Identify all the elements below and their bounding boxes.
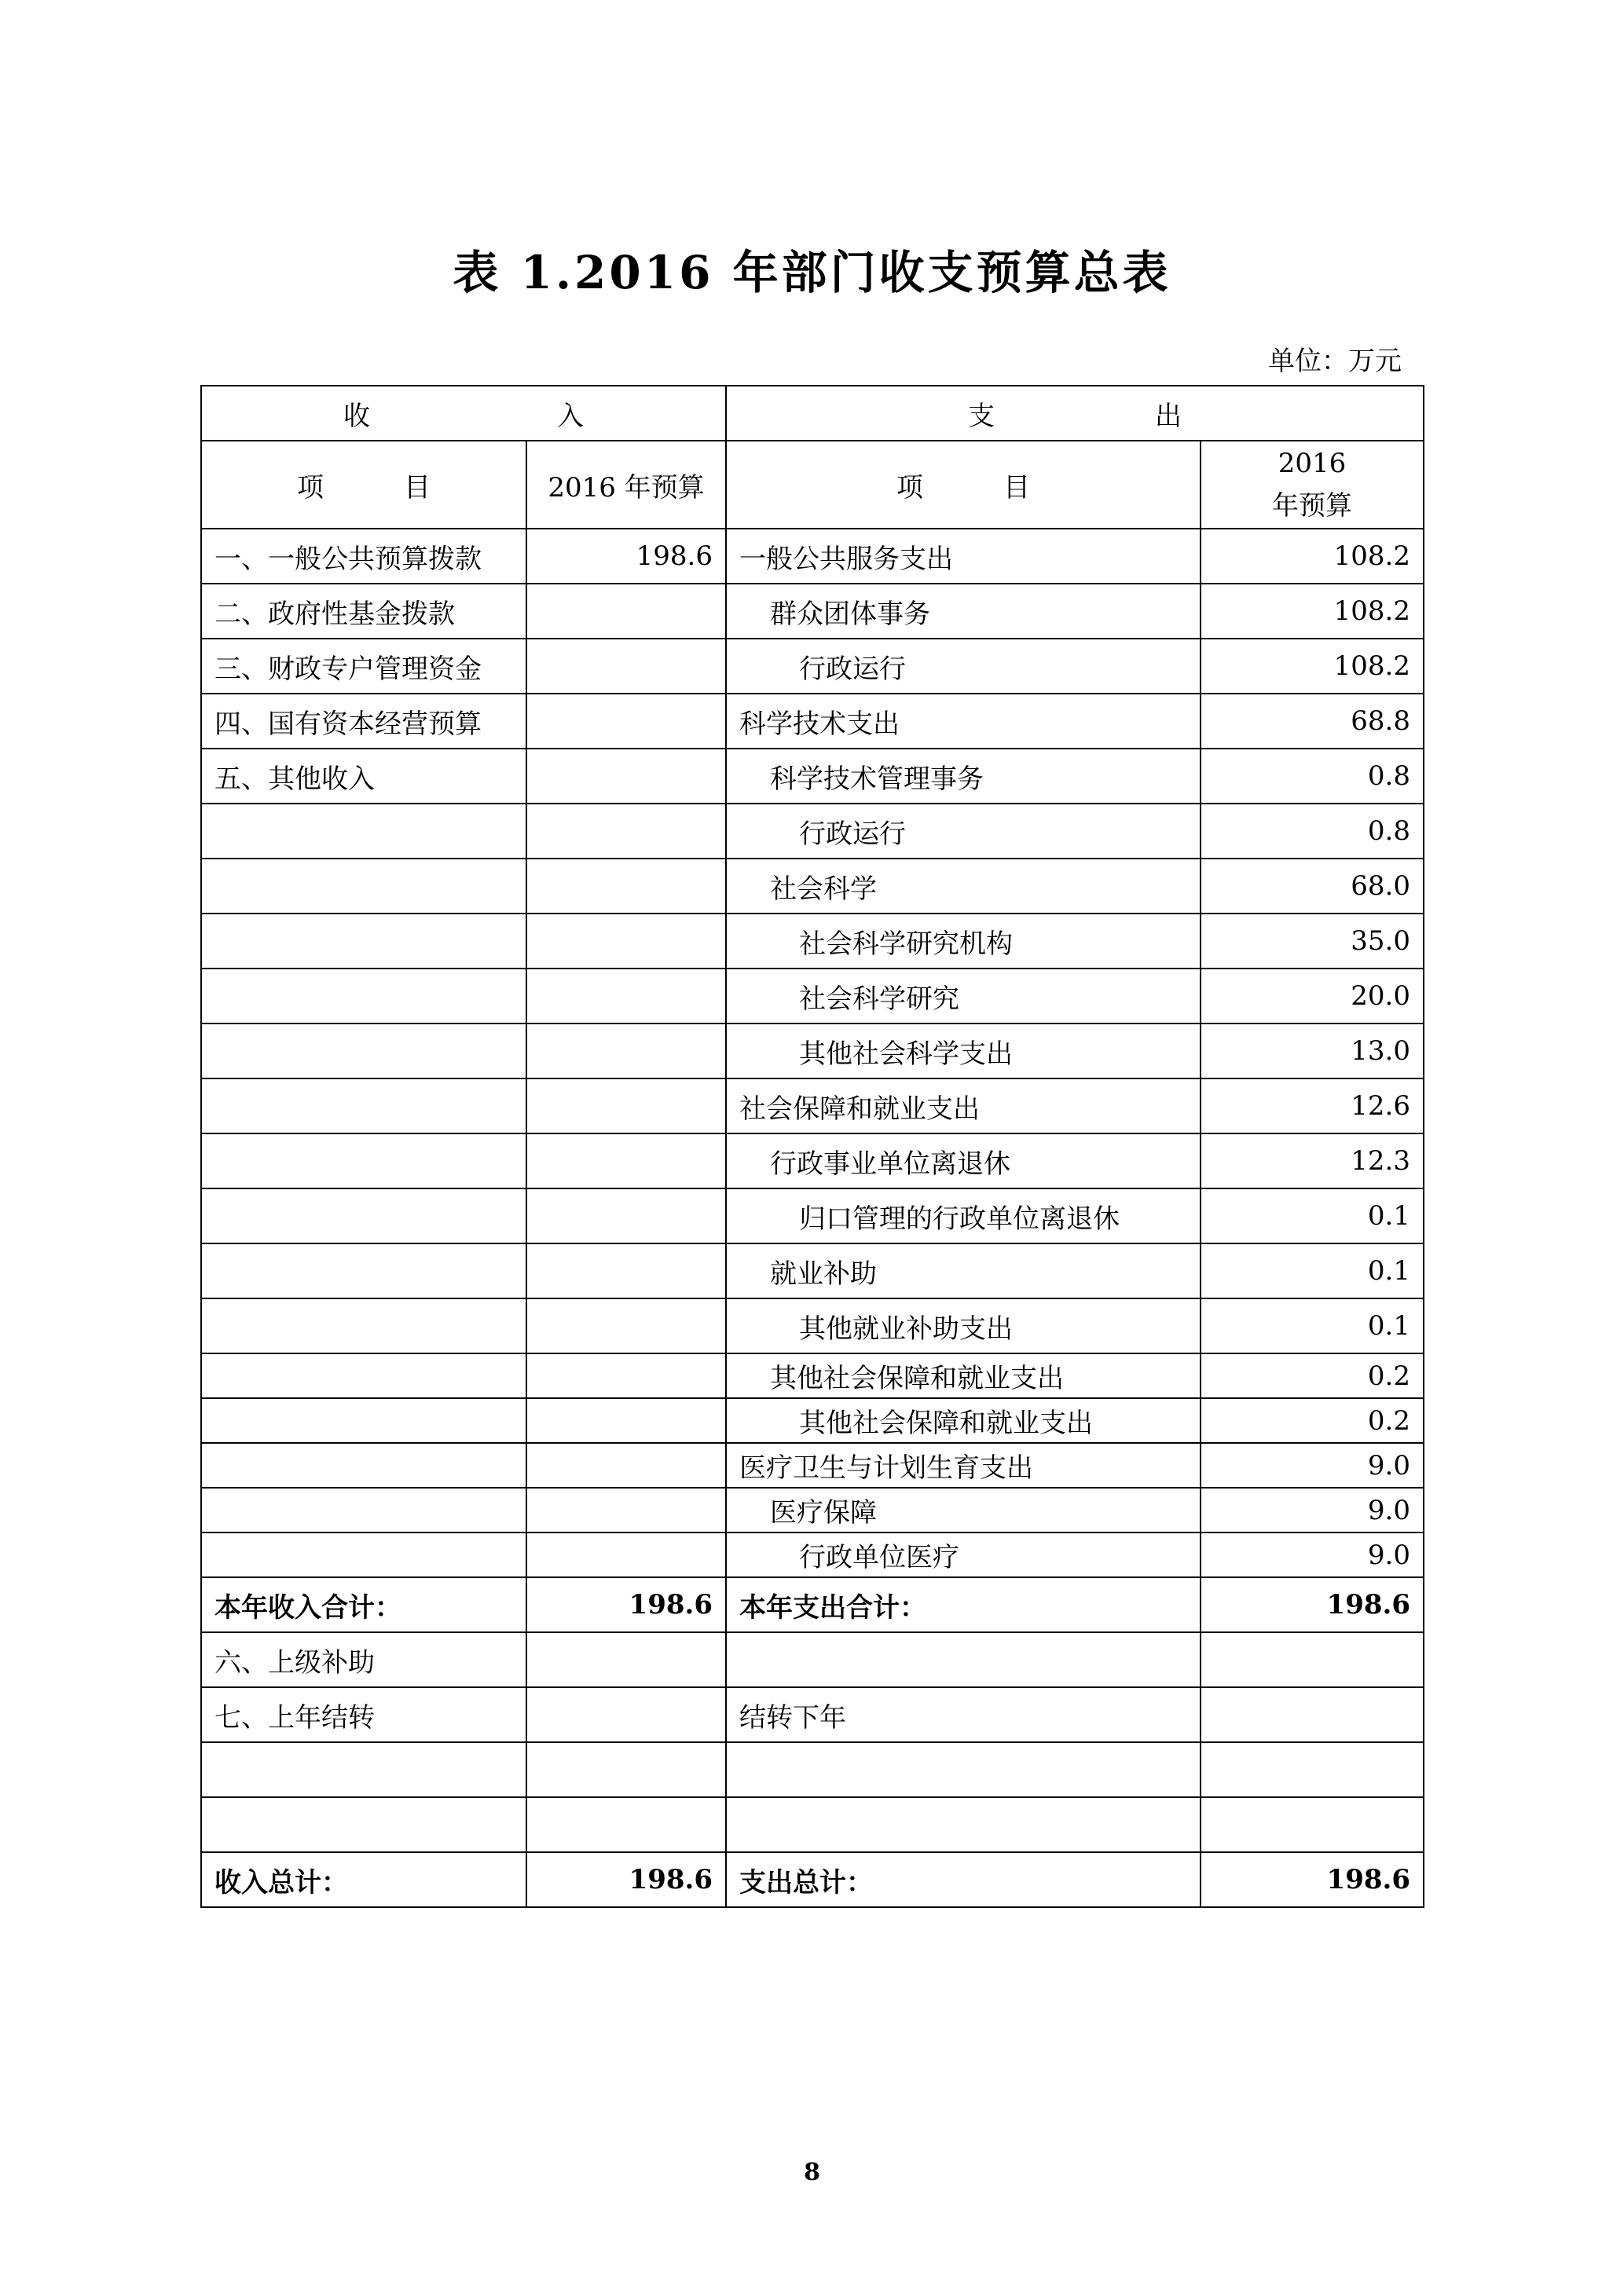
income-item-cell: 收入总计： xyxy=(201,1852,526,1907)
table-row xyxy=(201,1078,1424,1133)
expense-value-cell: 12.6 xyxy=(1201,1078,1424,1133)
income-item-cell: 四、国有资本经营预算 xyxy=(201,694,526,749)
expense-value-cell: 108.2 xyxy=(1201,584,1424,639)
income-value-cell xyxy=(526,1443,726,1488)
expense-item-cell: 社会科学研究 xyxy=(726,969,1201,1023)
income-item-cell xyxy=(201,1243,526,1298)
income-value-cell xyxy=(526,1023,726,1078)
expense-item-cell: 行政事业单位离退休 xyxy=(726,1133,1201,1188)
income-item-cell xyxy=(201,1298,526,1353)
expense-value-cell: 0.8 xyxy=(1201,804,1424,859)
table-row xyxy=(201,1023,1424,1078)
table-row xyxy=(201,1797,1424,1852)
expense-value-cell: 9.0 xyxy=(1201,1443,1424,1488)
expense-value-cell xyxy=(1201,1687,1424,1742)
income-item-header: 项 目 xyxy=(201,441,526,529)
income-item-cell: 五、其他收入 xyxy=(201,749,526,804)
table-row xyxy=(201,969,1424,1023)
table-row xyxy=(201,859,1424,914)
income-item-cell xyxy=(201,1443,526,1488)
expense-item-cell: 本年支出合计： xyxy=(726,1577,1201,1632)
table-row xyxy=(201,914,1424,969)
income-item-cell xyxy=(201,1078,526,1133)
income-value-cell xyxy=(526,1488,726,1532)
expense-value-cell xyxy=(1201,1632,1424,1687)
income-value-cell xyxy=(526,1188,726,1243)
expense-item-cell: 社会保障和就业支出 xyxy=(726,1078,1201,1133)
income-value-cell xyxy=(526,584,726,639)
income-value-cell xyxy=(526,1742,726,1797)
table-row xyxy=(201,1577,1424,1632)
expense-value-cell: 13.0 xyxy=(1201,1023,1424,1078)
expense-item-cell: 科学技术支出 xyxy=(726,694,1201,749)
expense-value-cell: 198.6 xyxy=(1201,1577,1424,1632)
table-row xyxy=(201,584,1424,639)
table-row xyxy=(201,1398,1424,1443)
income-item-cell xyxy=(201,1353,526,1398)
expense-item-cell: 医疗卫生与计划生育支出 xyxy=(726,1443,1201,1488)
expense-item-cell: 结转下年 xyxy=(726,1687,1201,1742)
income-value-cell xyxy=(526,914,726,969)
expense-item-cell: 其他社会保障和就业支出 xyxy=(726,1398,1201,1443)
expense-item-cell: 社会科学研究机构 xyxy=(726,914,1201,969)
expense-item-cell: 就业补助 xyxy=(726,1243,1201,1298)
table-row xyxy=(201,1443,1424,1488)
expense-item-header: 项 目 xyxy=(726,441,1201,529)
income-value-cell xyxy=(526,639,726,694)
income-value-cell xyxy=(526,804,726,859)
expense-value-cell: 0.2 xyxy=(1201,1398,1424,1443)
expense-value-cell: 9.0 xyxy=(1201,1488,1424,1532)
table-row xyxy=(201,1632,1424,1687)
expense-value-cell: 35.0 xyxy=(1201,914,1424,969)
expense-item-cell: 其他社会保障和就业支出 xyxy=(726,1353,1201,1398)
table-row xyxy=(201,639,1424,694)
income-item-cell xyxy=(201,1797,526,1852)
income-item-cell xyxy=(201,1188,526,1243)
expense-value-cell: 68.0 xyxy=(1201,859,1424,914)
expense-item-cell: 群众团体事务 xyxy=(726,584,1201,639)
income-value-cell xyxy=(526,1398,726,1443)
income-item-cell: 三、财政专户管理资金 xyxy=(201,639,526,694)
expense-item-cell: 一般公共服务支出 xyxy=(726,529,1201,584)
table-row xyxy=(201,1687,1424,1742)
income-item-cell xyxy=(201,1133,526,1188)
income-budget-header: 2016 年预算 xyxy=(526,441,726,529)
income-value-cell xyxy=(526,1133,726,1188)
expense-value-cell: 9.0 xyxy=(1201,1532,1424,1577)
expense-budget-header-line1: 2016 xyxy=(1278,448,1347,479)
expense-item-cell: 医疗保障 xyxy=(726,1488,1201,1532)
expense-value-cell xyxy=(1201,1742,1424,1797)
income-value-cell: 198.6 xyxy=(526,1577,726,1632)
income-value-cell: 198.6 xyxy=(526,529,726,584)
income-item-cell xyxy=(201,1398,526,1443)
income-value-cell xyxy=(526,1243,726,1298)
income-value-cell xyxy=(526,1797,726,1852)
table-row xyxy=(201,1488,1424,1532)
income-value-cell xyxy=(526,749,726,804)
expense-item-cell: 归口管理的行政单位离退休 xyxy=(726,1188,1201,1243)
table-row xyxy=(201,1532,1424,1577)
income-item-cell: 一、一般公共预算拨款 xyxy=(201,529,526,584)
income-item-cell: 本年收入合计： xyxy=(201,1577,526,1632)
table-row xyxy=(201,1852,1424,1907)
header-row-main xyxy=(201,386,1424,441)
income-header: 收 入 xyxy=(201,386,726,441)
expense-item-cell xyxy=(726,1797,1201,1852)
income-item-cell xyxy=(201,969,526,1023)
expense-item-cell: 支出总计： xyxy=(726,1852,1201,1907)
income-item-cell: 七、上年结转 xyxy=(201,1687,526,1742)
income-value-cell xyxy=(526,1687,726,1742)
expense-item-cell: 其他社会科学支出 xyxy=(726,1023,1201,1078)
table-row xyxy=(201,529,1424,584)
expense-item-cell: 行政单位医疗 xyxy=(726,1532,1201,1577)
expense-item-cell: 社会科学 xyxy=(726,859,1201,914)
income-item-cell xyxy=(201,1023,526,1078)
expense-item-cell xyxy=(726,1742,1201,1797)
page-title: 表 1.2016 年部门收支预算总表 xyxy=(453,246,1171,299)
table-row xyxy=(201,1742,1424,1797)
expense-value-cell: 12.3 xyxy=(1201,1133,1424,1188)
income-value-cell xyxy=(526,1298,726,1353)
income-value-cell xyxy=(526,969,726,1023)
expense-value-cell: 0.1 xyxy=(1201,1298,1424,1353)
expense-item-cell: 行政运行 xyxy=(726,804,1201,859)
expense-item-cell: 行政运行 xyxy=(726,639,1201,694)
expense-value-cell: 0.2 xyxy=(1201,1353,1424,1398)
expense-value-cell: 108.2 xyxy=(1201,639,1424,694)
table-row xyxy=(201,749,1424,804)
expense-item-cell: 其他就业补助支出 xyxy=(726,1298,1201,1353)
income-value-cell xyxy=(526,694,726,749)
expense-item-cell: 科学技术管理事务 xyxy=(726,749,1201,804)
unit-label: 单位：万元 xyxy=(1268,346,1402,377)
table-row xyxy=(201,804,1424,859)
expense-budget-header-line2: 年预算 xyxy=(1272,490,1352,522)
expense-value-cell: 0.1 xyxy=(1201,1188,1424,1243)
expense-value-cell: 108.2 xyxy=(1201,529,1424,584)
income-item-cell xyxy=(201,914,526,969)
income-value-cell: 198.6 xyxy=(526,1852,726,1907)
table-row xyxy=(201,1133,1424,1188)
page-number: 8 xyxy=(804,2159,820,2186)
income-value-cell xyxy=(526,1532,726,1577)
income-value-cell xyxy=(526,1078,726,1133)
income-value-cell xyxy=(526,1632,726,1687)
table-row xyxy=(201,1298,1424,1353)
table-row xyxy=(201,694,1424,749)
expense-value-cell xyxy=(1201,1797,1424,1852)
expense-value-cell: 0.8 xyxy=(1201,749,1424,804)
expense-item-cell xyxy=(726,1632,1201,1687)
table-row xyxy=(201,1188,1424,1243)
expense-header: 支 出 xyxy=(726,386,1424,441)
table-row xyxy=(201,1243,1424,1298)
income-item-cell xyxy=(201,859,526,914)
income-item-cell xyxy=(201,804,526,859)
budget-table xyxy=(200,385,1424,1908)
income-item-cell xyxy=(201,1742,526,1797)
income-item-cell: 六、上级补助 xyxy=(201,1632,526,1687)
expense-value-cell: 198.6 xyxy=(1201,1852,1424,1907)
expense-value-cell: 20.0 xyxy=(1201,969,1424,1023)
income-value-cell xyxy=(526,859,726,914)
income-value-cell xyxy=(526,1353,726,1398)
income-item-cell xyxy=(201,1532,526,1577)
expense-budget-header xyxy=(1201,441,1424,529)
header-row-sub xyxy=(201,441,1424,529)
income-item-cell: 二、政府性基金拨款 xyxy=(201,584,526,639)
expense-value-cell: 0.1 xyxy=(1201,1243,1424,1298)
table-row xyxy=(201,1353,1424,1398)
expense-value-cell: 68.8 xyxy=(1201,694,1424,749)
income-item-cell xyxy=(201,1488,526,1532)
